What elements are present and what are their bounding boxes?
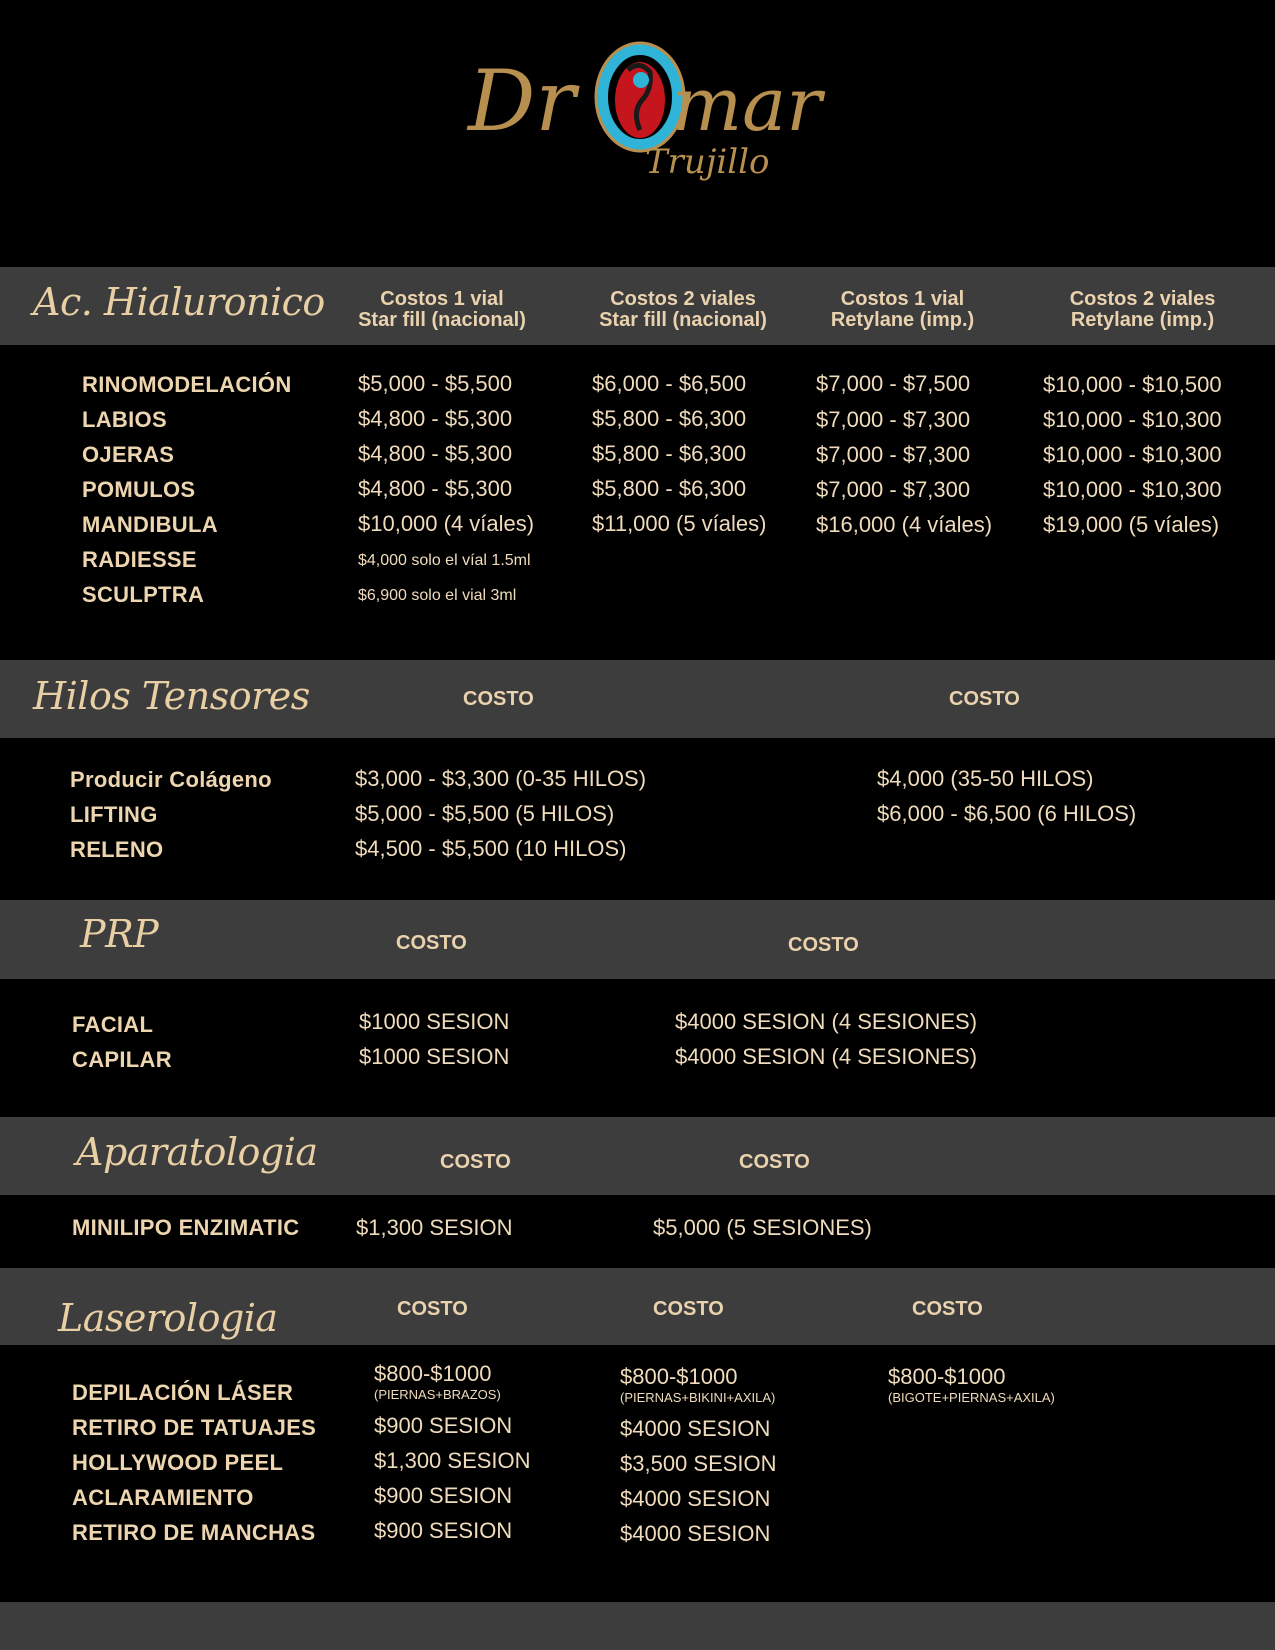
price-cell: $16,000 (4 víales)	[816, 512, 993, 537]
price-cell: $800-$1000	[888, 1364, 1006, 1389]
row-label: DEPILACIÓN LÁSER	[72, 1380, 294, 1405]
logo-text-dr: Dr	[468, 52, 576, 150]
price-cell: $11,000 (5 víales)	[592, 511, 767, 536]
price-note: (BIGOTE+PIERNAS+AXILA)	[888, 1390, 1055, 1405]
price-cell: $4,800 - $5,300	[358, 441, 513, 466]
row-label: HOLLYWOOD PEEL	[72, 1450, 284, 1475]
price-cell: $800-$1000	[620, 1364, 738, 1389]
price-cell: $900 SESION	[374, 1483, 513, 1508]
price-cell: $6,000 - $6,500	[592, 371, 747, 396]
price-note: $4,000 solo el víal 1.5ml	[358, 552, 531, 569]
section-title-laserologia: Laserologia	[58, 1296, 278, 1340]
row-label: SCULPTRA	[82, 582, 205, 607]
price-cell: $5,800 - $6,300	[592, 441, 747, 466]
price-cell: $7,000 - $7,300	[816, 477, 971, 502]
row-label: RADIESSE	[82, 547, 197, 572]
column-header: COSTO	[739, 1151, 810, 1173]
section-title-hilos: Hilos Tensores	[33, 674, 310, 718]
column-header-line2: Star fill (nacional)	[599, 309, 767, 331]
section-title-hialuronico: Ac. Hialuronico	[33, 280, 325, 324]
price-note: $6,900 solo el vial 3ml	[358, 587, 517, 604]
price-cell: $4,500 - $5,500 (10 HILOS)	[355, 836, 627, 861]
column-header: COSTO	[949, 688, 1020, 710]
section-title-aparatologia: Aparatologia	[76, 1130, 318, 1174]
price-cell: $800-$1000	[374, 1361, 492, 1386]
column-header: COSTO	[912, 1298, 983, 1320]
logo-text-trujillo: Trujillo	[645, 142, 770, 182]
row-label: RETIRO DE MANCHAS	[72, 1520, 316, 1545]
price-cell: $10,000 - $10,500	[1043, 372, 1222, 397]
price-cell: $5,800 - $6,300	[592, 476, 747, 501]
column-header-line2: Retylane (imp.)	[1070, 309, 1215, 331]
price-cell: $4000 SESION (4 SESIONES)	[675, 1044, 978, 1069]
row-label: LABIOS	[82, 407, 167, 432]
price-cell: $7,000 - $7,300	[816, 407, 971, 432]
column-header	[800, 289, 1005, 331]
price-cell: $1000 SESION	[359, 1009, 510, 1034]
column-header: COSTO	[396, 932, 467, 954]
price-cell: $1,300 SESION	[356, 1215, 513, 1240]
price-cell: $900 SESION	[374, 1413, 513, 1438]
price-cell: $5,800 - $6,300	[592, 406, 747, 431]
column-header	[1040, 289, 1245, 331]
column-header: COSTO	[440, 1151, 511, 1173]
price-note: (PIERNAS+BRAZOS)	[374, 1387, 501, 1402]
logo-text-mar: mar	[672, 62, 822, 148]
row-label: CAPILAR	[72, 1047, 172, 1072]
footer-band	[0, 1602, 1275, 1650]
price-cell: $4000 SESION	[620, 1486, 771, 1511]
price-cell: $4000 SESION	[620, 1521, 771, 1546]
price-cell: $5,000 (5 SESIONES)	[653, 1215, 872, 1240]
price-cell: $4000 SESION	[620, 1416, 771, 1441]
section-band-prp	[0, 900, 1275, 979]
row-label: MANDIBULA	[82, 512, 218, 537]
row-label: RETIRO DE TATUAJES	[72, 1415, 317, 1440]
price-cell: $4,800 - $5,300	[358, 476, 513, 501]
price-cell: $3,000 - $3,300 (0-35 HILOS)	[355, 766, 647, 791]
price-cell: $10,000 (4 víales)	[358, 511, 535, 536]
price-cell: $10,000 - $10,300	[1043, 477, 1222, 502]
column-header: COSTO	[463, 688, 534, 710]
price-cell: $1,300 SESION	[374, 1448, 531, 1473]
price-cell: $3,500 SESION	[620, 1451, 777, 1476]
column-header-line1: Costos 1 vial	[380, 288, 504, 310]
column-header-line1: Costos 1 vial	[840, 288, 965, 310]
row-label: ACLARAMIENTO	[72, 1485, 254, 1510]
column-header-line1: Costos 2 viales	[1069, 288, 1216, 310]
row-label: MINILIPO ENZIMATIC	[72, 1215, 300, 1240]
column-header-line1: Costos 2 viales	[610, 288, 756, 310]
column-header	[332, 289, 552, 331]
price-cell: $6,000 - $6,500 (6 HILOS)	[877, 801, 1137, 826]
row-label: RELENO	[70, 837, 164, 862]
column-header: COSTO	[653, 1298, 724, 1320]
price-note: (PIERNAS+BIKINI+AXILA)	[620, 1390, 776, 1405]
column-header: COSTO	[397, 1298, 468, 1320]
price-cell: $5,000 - $5,500 (5 HILOS)	[355, 801, 615, 826]
price-cell: $5,000 - $5,500	[358, 371, 513, 396]
logo-emblem-icon	[0, 0, 1275, 200]
row-label: LIFTING	[70, 802, 158, 827]
column-header-line2: Star fill (nacional)	[358, 309, 526, 331]
price-cell: $4,800 - $5,300	[358, 406, 513, 431]
column-header: COSTO	[788, 934, 859, 956]
price-cell: $4,000 (35-50 HILOS)	[877, 766, 1094, 791]
section-title-prp: PRP	[80, 912, 159, 956]
column-header	[572, 289, 794, 331]
price-cell: $10,000 - $10,300	[1043, 442, 1222, 467]
price-cell: $900 SESION	[374, 1518, 513, 1543]
price-cell: $10,000 - $10,300	[1043, 407, 1222, 432]
row-label: Producir Colágeno	[70, 767, 272, 792]
price-cell: $4000 SESION (4 SESIONES)	[675, 1009, 978, 1034]
price-cell: $1000 SESION	[359, 1044, 510, 1069]
price-cell: $7,000 - $7,300	[816, 442, 971, 467]
row-label: RINOMODELACIÓN	[82, 372, 292, 397]
price-cell: $19,000 (5 víales)	[1043, 512, 1220, 537]
row-label: POMULOS	[82, 477, 196, 502]
price-cell: $7,000 - $7,500	[816, 371, 971, 396]
column-header-line2: Retylane (imp.)	[830, 309, 975, 331]
row-label: FACIAL	[72, 1012, 154, 1037]
row-label: OJERAS	[82, 442, 175, 467]
